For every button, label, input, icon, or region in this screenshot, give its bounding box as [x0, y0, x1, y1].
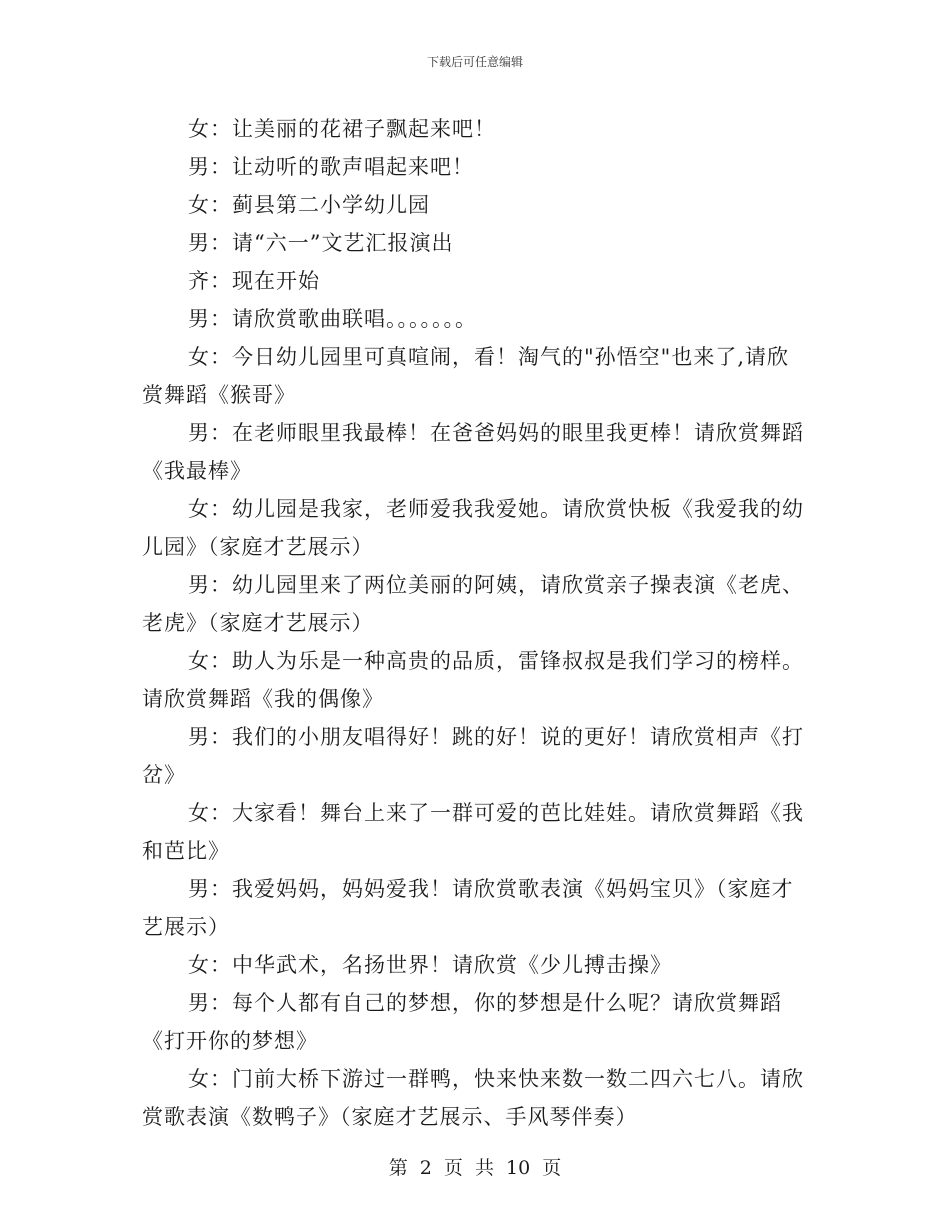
page-header: 下载后可任意编辑 [426, 55, 523, 69]
paragraph: 男：我们的小朋友唱得好！跳的好！说的更好！请欣赏相声《打岔》 [142, 725, 804, 787]
paragraph: 男：每个人都有自己的梦想，你的梦想是什么呢？请欣赏舞蹈《打开你的梦想》 [142, 991, 782, 1053]
paragraph: 女：幼儿园是我家，老师爱我我爱她。请欣赏快板《我爱我的幼儿园》（家庭才艺展示） [142, 497, 804, 559]
paragraph: 男：幼儿园里来了两位美丽的阿姨，请欣赏亲子操表演《老虎、老虎》（家庭才艺展示） [142, 573, 804, 635]
paragraph: 齐：现在开始 [188, 269, 320, 293]
paragraph: 男：请欣赏歌曲联唱。。。。。。。 [188, 307, 477, 331]
paragraph: 男：在老师眼里我最棒！在爸爸妈妈的眼里我更棒！请欣赏舞蹈《我最棒》 [142, 421, 804, 483]
paragraph: 女：大家看！舞台上来了一群可爱的芭比娃娃。请欣赏舞蹈《我和芭比》 [142, 801, 804, 863]
paragraph: 女：让美丽的花裙子飘起来吧！ [188, 117, 496, 141]
paragraph: 女：今日幼儿园里可真喧闹，看！淘气的"孙悟空"也来了,请欣赏舞蹈《猴哥》 [142, 345, 789, 407]
paragraph: 男：我爱妈妈，妈妈爱我！请欣赏歌表演《妈妈宝贝》（家庭才艺展示） [142, 877, 794, 939]
paragraph: 男：请“六一”文艺汇报演出 [188, 231, 454, 255]
paragraph: 女：中华武术，名扬世界！请欣赏《少儿搏击操》 [188, 953, 672, 977]
paragraph: 女：蓟县第二小学幼儿园 [188, 193, 430, 217]
document-body [142, 110, 810, 1136]
paragraph: 女：助人为乐是一种高贵的品质，雷锋叔叔是我们学习的榜样。请欣赏舞蹈《我的偶像》 [142, 649, 804, 711]
paragraph: 男：让动听的歌声唱起来吧！ [188, 155, 474, 179]
paragraph: 女：门前大桥下游过一群鸭，快来快来数一数二四六七八。请欣赏歌表演《数鸭子》（家庭才艺展示、手风琴伴奏） [142, 1067, 804, 1129]
page-number-footer: 第 2 页 共 10 页 [388, 1157, 562, 1179]
